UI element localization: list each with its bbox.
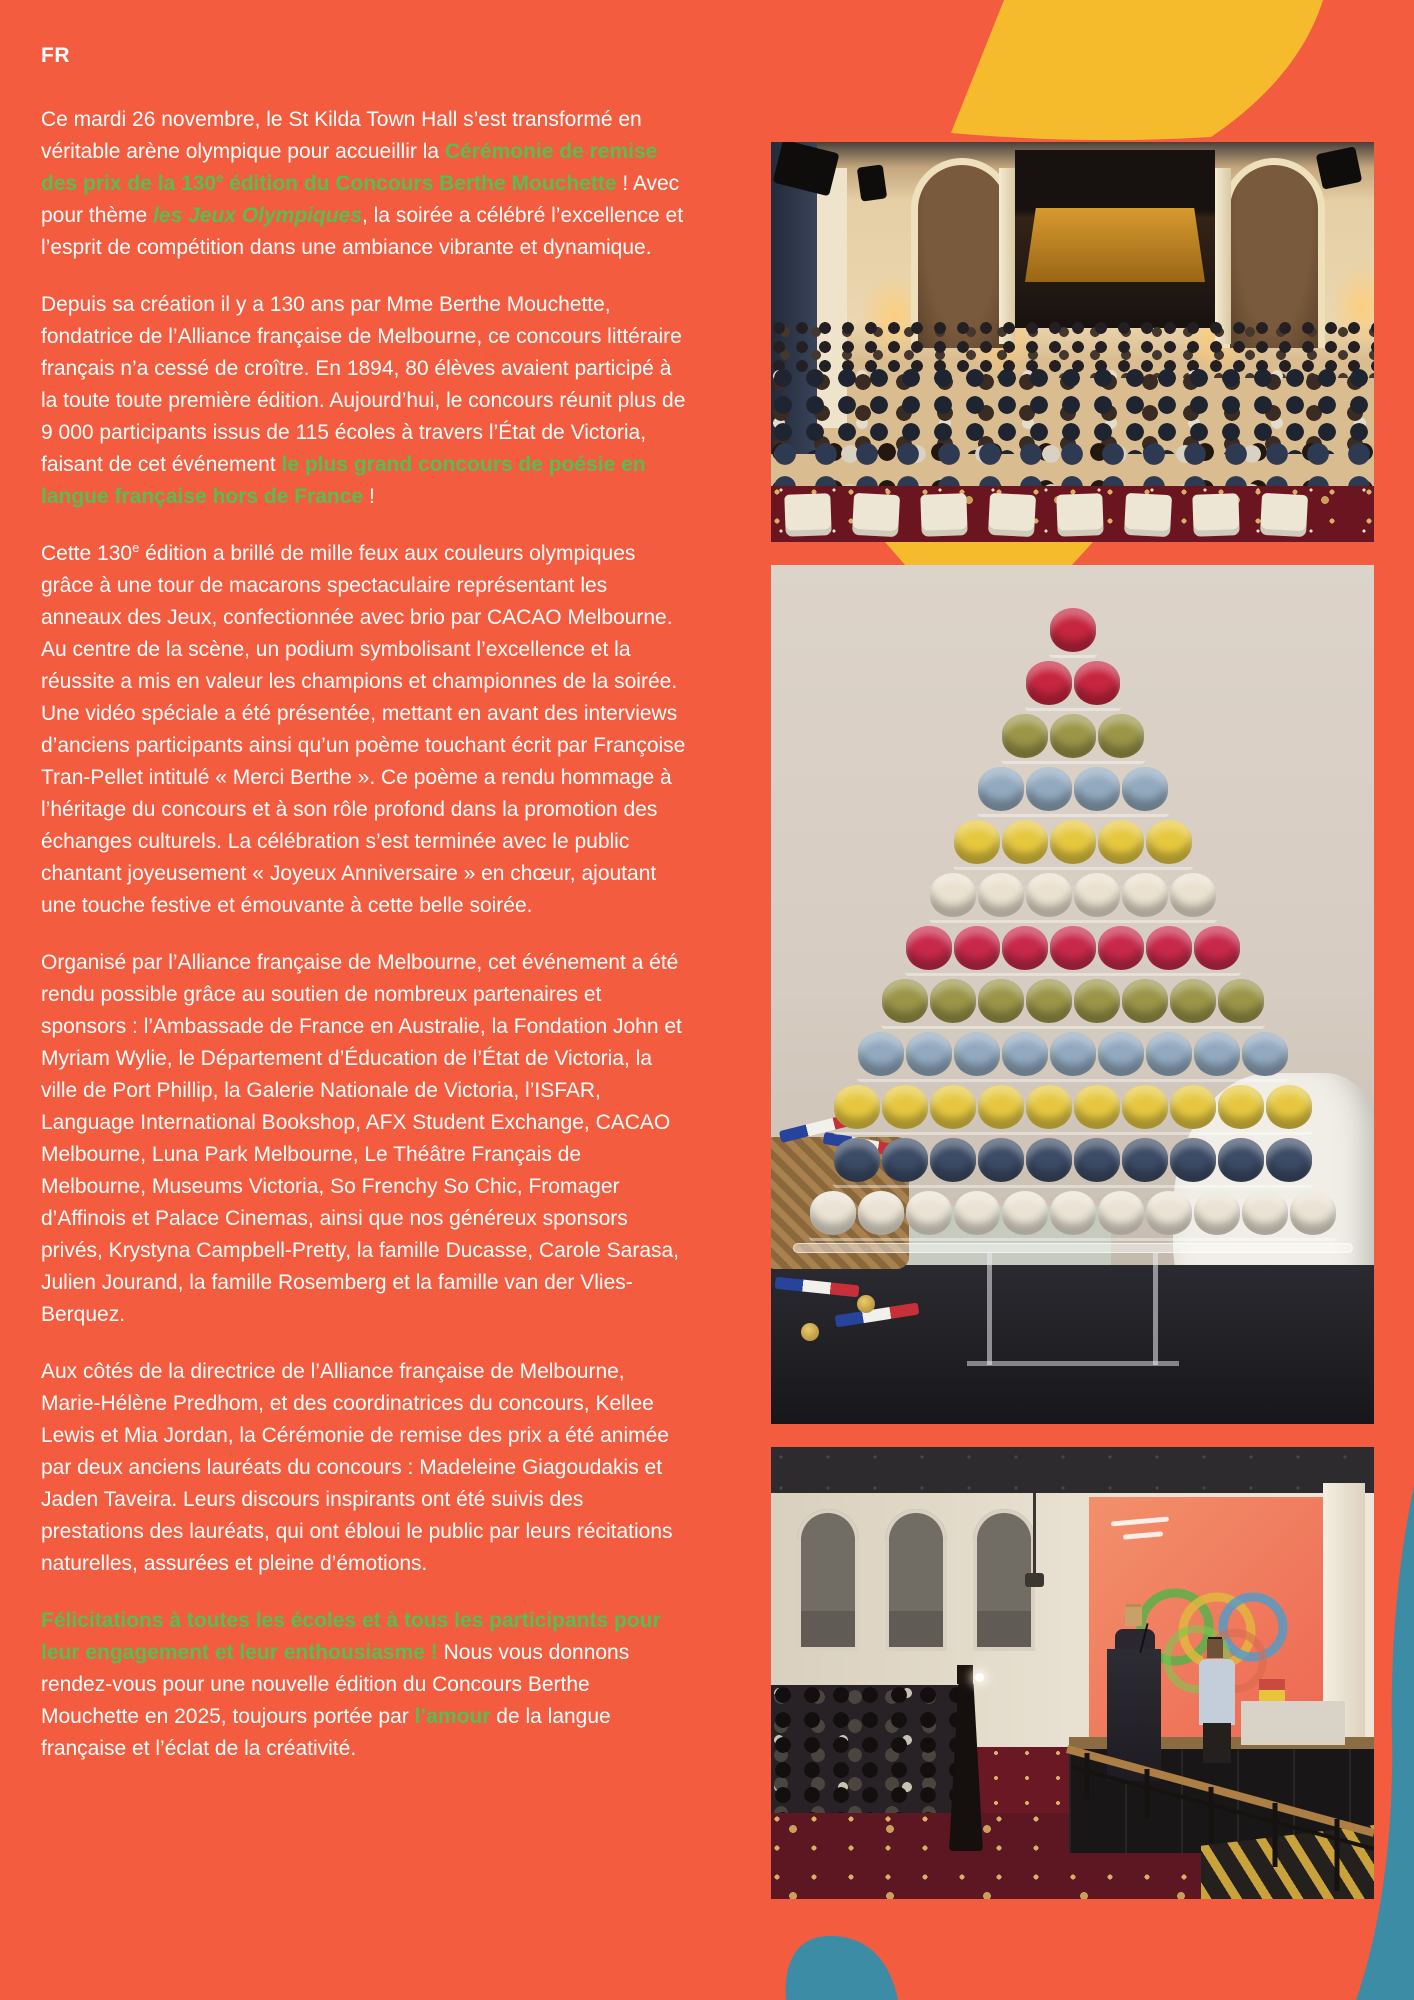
macaron	[1050, 1032, 1096, 1076]
macaron-row	[1001, 714, 1145, 764]
macaron	[1098, 820, 1144, 864]
text-run: Depuis sa création il y a 130 ans par Mme Berthe Mouchette, fondatrice de l’Alliance française de Melbourne, ce concours littéraire français n’a cessé de croître. En 1894, 80 élèves avaient participé à la toute toute première édition. Aujourd’hui, le concours réunit plus de 9 000 participants issus de 115 écoles à travers l’État de Victoria, faisant de cet événement	[41, 293, 686, 476]
macaron	[954, 1032, 1000, 1076]
macaron	[1266, 1085, 1312, 1129]
macaron	[1122, 767, 1168, 811]
text-run: , la soirée a célébré l’excellence et l’esprit de compétition dans une ambiance vibrante et dynamique.	[41, 204, 684, 259]
macaron	[810, 1191, 856, 1235]
macaron	[978, 979, 1024, 1023]
macaron	[1098, 1191, 1144, 1235]
macaron	[930, 979, 976, 1023]
macaron	[1170, 1085, 1216, 1129]
macaron	[906, 926, 952, 970]
macaron	[1074, 1138, 1120, 1182]
dark-table	[771, 1265, 1374, 1424]
macaron	[1002, 820, 1048, 864]
hall-pillar	[1215, 168, 1231, 344]
macaron	[1002, 714, 1048, 758]
macaron-row	[857, 1032, 1289, 1082]
paragraph	[41, 947, 687, 1331]
macaron	[1050, 1191, 1096, 1235]
macaron	[906, 1191, 952, 1235]
tote-bag	[988, 493, 1036, 537]
macaron	[1026, 1085, 1072, 1129]
macaron	[882, 1085, 928, 1129]
macaron	[1218, 979, 1264, 1023]
macaron	[1074, 979, 1120, 1023]
macaron	[978, 1138, 1024, 1182]
macaron	[1074, 661, 1120, 705]
macaron	[978, 873, 1024, 917]
macaron	[954, 820, 1000, 864]
macaron	[1218, 1138, 1264, 1182]
macaron-row	[905, 926, 1241, 976]
macaron-row	[929, 873, 1217, 923]
macaron	[1218, 1085, 1264, 1129]
text-run: Félicitations à toutes les écoles et à tous les participants pour leur engagement et leur enthousiasme !	[41, 1609, 661, 1664]
text-run: Nous vous donnons rendez-vous pour une nouvelle édition du Concours Berthe Mouchette en 2025, toujours portée par	[41, 1641, 630, 1728]
tote-bag	[1056, 493, 1103, 537]
spotlight	[1316, 146, 1363, 190]
macaron	[882, 1138, 928, 1182]
macaron	[1098, 926, 1144, 970]
teal-blob-bottom	[786, 1936, 898, 2000]
text-run: édition du Concours Berthe Mouchette	[223, 172, 617, 195]
macaron	[1122, 1085, 1168, 1129]
macaron	[834, 1138, 880, 1182]
organ-pipes	[1025, 208, 1205, 282]
macaron	[1170, 873, 1216, 917]
macaron	[1002, 1032, 1048, 1076]
macaron	[930, 873, 976, 917]
macaron	[1050, 820, 1096, 864]
macaron	[1194, 1191, 1240, 1235]
macaron	[1146, 1032, 1192, 1076]
paragraph	[41, 538, 687, 922]
text-run: Ce mardi 26 novembre, le St Kilda Town Hall s’est transformé en véritable arène olympique pour accueillir la	[41, 108, 642, 163]
macaron	[1146, 820, 1192, 864]
hall-pillar	[999, 168, 1015, 344]
macaron	[1050, 608, 1096, 652]
macaron	[1266, 1138, 1312, 1182]
yellow-band-between-photos	[885, 542, 1093, 566]
macaron-row	[833, 1138, 1313, 1188]
acrylic-stand-leg	[987, 1253, 992, 1365]
text-run: édition a brillé de mille feux aux couleurs olympiques grâce à une tour de macarons spectaculaire représentant les anneaux des Jeux, confectionnée avec brio par CACAO Melbourne. Au centre de la scène, un podium symbolisant l’excellence et la réussite a mis en valeur les champions et championnes de la soirée. Une vidéo spéciale a été présentée, mettant en avant des interviews d’anciens participants ainsi qu’un poème touchant écrit par Françoise Tran-Pellet intitulé « Merci Berthe ». Ce poème a rendu hommage à l’héritage du concours et à son rôle profond dans la promotion des échanges culturels. La célébration s’est terminée avec le public chantant joyeusement « Joyeux Anniversaire » en chœur, ajoutant une touche festive et émouvante à cette belle soirée.	[41, 542, 686, 917]
macaron	[978, 1085, 1024, 1129]
paragraph	[41, 289, 687, 513]
tote-bag	[1124, 493, 1172, 537]
acrylic-stand-leg	[1153, 1253, 1158, 1365]
paragraph	[41, 1605, 687, 1765]
macaron	[1098, 714, 1144, 758]
macaron	[930, 1085, 976, 1129]
text-run: e	[132, 540, 140, 555]
macaron	[1290, 1191, 1336, 1235]
acrylic-stand-foot	[967, 1361, 1179, 1366]
macaron-row	[1025, 661, 1121, 711]
macaron	[1002, 1191, 1048, 1235]
macaron-tower	[809, 605, 1337, 1241]
macaron	[1002, 926, 1048, 970]
photo-award-stage	[771, 1447, 1374, 1899]
macaron	[1170, 979, 1216, 1023]
macaron	[1026, 979, 1072, 1023]
macaron	[1122, 979, 1168, 1023]
text-run: !	[363, 485, 375, 508]
text-run: Cérémonie de remise des prix de la 130	[41, 140, 658, 195]
macaron	[1026, 661, 1072, 705]
spotlight	[857, 164, 887, 201]
macaron	[978, 767, 1024, 811]
macaron	[1074, 873, 1120, 917]
macaron-row	[833, 1085, 1313, 1135]
macaron	[1242, 1032, 1288, 1076]
paragraph	[41, 1356, 687, 1580]
macaron	[1026, 873, 1072, 917]
text-run: le plus grand concours de poésie en langue française hors de France	[41, 453, 646, 508]
macaron-row	[1049, 608, 1097, 658]
text-run: Organisé par l’Alliance française de Melbourne, cet événement a été rendu possible grâce au soutien de nombreux partenaires et sponsors : l’Ambassade de France en Australie, la Fondation John et Myriam Wylie, le Département d’Éducation de l’État de Victoria, la ville de Port Phillip, la Galerie Nationale de Victoria, l’ISFAR, Language International Bookshop, AFX Student Exchange, CACAO Melbourne, Luna Park Melbourne, Le Théâtre Français de Melbourne, Museums Victoria, So Frenchy So Chic, Fromager d’Affinois et Palace Cinemas, ainsi que nos généreux sponsors privés, Krystyna Campbell-Pretty, la famille Ducasse, Carole Sarasa, Julien Jourand, la famille Rosemberg et la famille van der Vlies-Berquez.	[41, 951, 682, 1326]
macaron	[858, 1032, 904, 1076]
macaron	[906, 1032, 952, 1076]
yellow-swoosh-top-right	[951, 0, 1323, 140]
macaron	[1242, 1191, 1288, 1235]
gold-medal	[857, 1295, 875, 1313]
macaron	[954, 1191, 1000, 1235]
text-run: l’amour	[414, 1705, 491, 1728]
macaron	[954, 926, 1000, 970]
macaron-row	[881, 979, 1265, 1029]
stage-railing	[771, 1447, 1374, 1899]
macaron-row	[809, 1191, 1337, 1241]
macaron	[882, 979, 928, 1023]
macaron	[1194, 1032, 1240, 1076]
tote-bag-row	[785, 494, 1365, 538]
tote-bag	[1260, 493, 1308, 537]
text-run: Cette 130	[41, 542, 133, 565]
macaron-row	[977, 767, 1169, 817]
macaron-row	[953, 820, 1193, 870]
macaron	[1074, 767, 1120, 811]
macaron	[930, 1138, 976, 1182]
macaron	[858, 1191, 904, 1235]
tote-bag	[784, 493, 831, 537]
macaron	[1122, 1138, 1168, 1182]
macaron	[1098, 1032, 1144, 1076]
macaron	[1194, 926, 1240, 970]
paragraph	[41, 104, 687, 264]
article-text-column	[41, 104, 687, 1765]
macaron	[1026, 767, 1072, 811]
photo-group-ceremony	[771, 142, 1374, 542]
tote-bag	[852, 493, 900, 537]
macaron	[1050, 714, 1096, 758]
language-label: FR	[41, 44, 70, 67]
macaron	[1146, 926, 1192, 970]
text-run: de la langue française et l’éclat de la créativité.	[41, 1705, 611, 1760]
macaron	[1050, 926, 1096, 970]
macaron	[834, 1085, 880, 1129]
macaron	[1122, 873, 1168, 917]
macaron	[1170, 1138, 1216, 1182]
photo-macaron-tower	[771, 565, 1374, 1424]
acrylic-base-plate	[793, 1243, 1353, 1253]
tote-bag	[920, 493, 967, 537]
tote-bag	[1192, 493, 1239, 537]
text-run: les Jeux Olympiques	[153, 204, 363, 227]
text-run: Aux côtés de la directrice de l’Alliance française de Melbourne, Marie-Hélène Predhom, et des coordinatrices du concours, Kellee Lewis et Mia Jordan, la Cérémonie de remise des prix a été animée par deux anciens lauréats du concours : Madeleine Giagoudakis et Jaden Taveira. Leurs discours inspirants ont été suivis des prestations des lauréats, qui ont ébloui le public par leurs récitations naturelles, assurées et pleine d’émotions.	[41, 1360, 673, 1575]
text-run: ! Avec pour thème	[41, 172, 680, 227]
text-run: e	[216, 170, 224, 185]
gold-medal	[801, 1323, 819, 1341]
macaron	[1026, 1138, 1072, 1182]
macaron	[1074, 1085, 1120, 1129]
macaron	[1146, 1191, 1192, 1235]
